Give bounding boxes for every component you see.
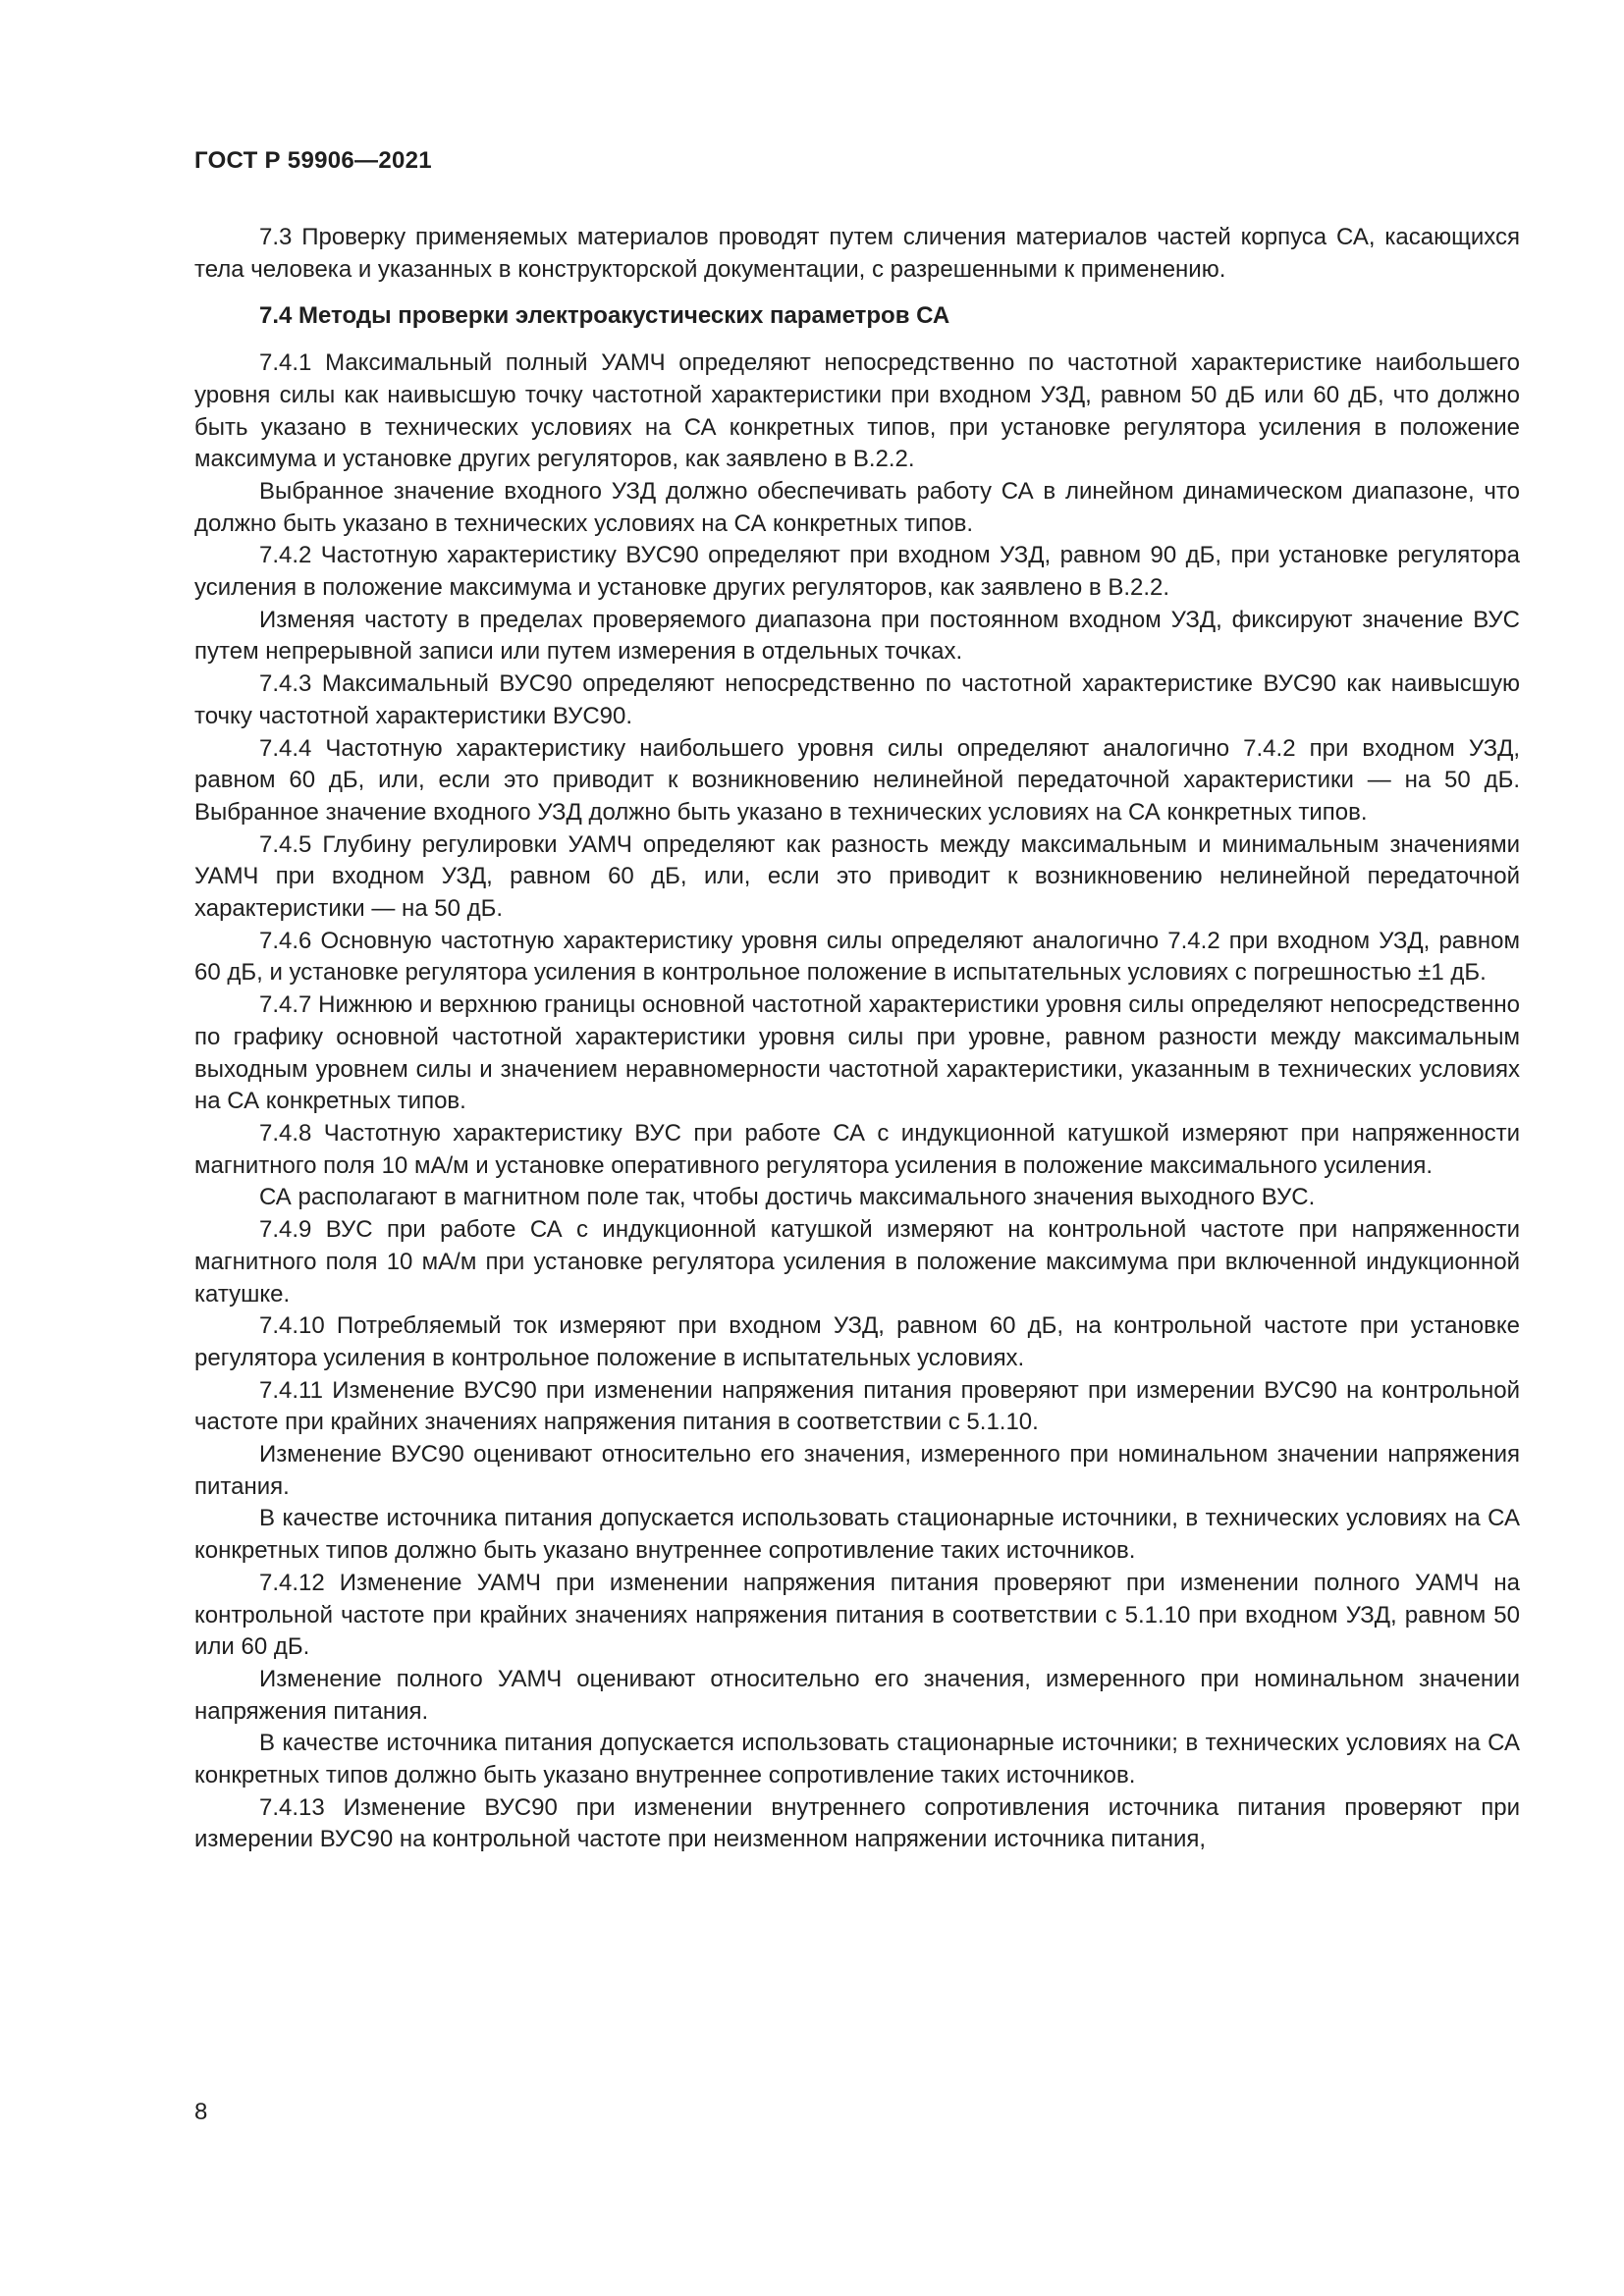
paragraph: 7.4.7 Нижнюю и верхнюю границы основной частотной характеристики уровня силы определяют непосредственно по графику основной частотной характеристики уровня силы при уровне, равном разности между максимальным выходным уровнем силы и значением неравномерности частотной характеристики, указанным в технических условиях на СА конкретных типов. <box>194 991 1520 1115</box>
paragraph: 7.4.2 Частотную характеристику ВУС90 определяют при входном УЗД, равном 90 дБ, при установке регулятора усиления в положение максимума и установке других регуляторов, как заявлено в В.2.2. <box>194 542 1520 602</box>
paragraph: СА располагают в магнитном поле так, чтобы достичь максимального значения выходного ВУС. <box>259 1184 1316 1211</box>
document-body <box>194 222 1520 1856</box>
paragraph: Изменение ВУС90 оценивают относительно его значения, измеренного при номинальном значении напряжения питания. <box>194 1441 1520 1500</box>
paragraph: 7.4.8 Частотную характеристику ВУС при работе СА с индукционной катушкой измеряют при напряженности магнитного поля 10 мА/м и установке оперативного регулятора усиления в положение максимального усиления. <box>194 1119 1520 1179</box>
paragraph: 7.4.13 Изменение ВУС90 при изменении внутреннего сопротивления источника питания проверяют при измерении ВУС90 на контрольной частоте при неизменном напряжении источника питания, <box>194 1793 1520 1853</box>
paragraph: 7.4.11 Изменение ВУС90 при изменении напряжения питания проверяют при измерении ВУС90 на контрольной частоте при крайних значениях напряжения питания в соответствии с 5.1.10. <box>194 1376 1520 1436</box>
paragraph: В качестве источника питания допускается использовать стационарные источники, в технических условиях на СА конкретных типов должно быть указано внутреннее сопротивление таких источников. <box>194 1505 1520 1565</box>
paragraph: 7.4.10 Потребляемый ток измеряют при входном УЗД, равном 60 дБ, на контрольной частоте при установке регулятора усиления в контрольное положение в испытательных условиях. <box>194 1312 1520 1371</box>
paragraph: Изменение полного УАМЧ оценивают относительно его значения, измеренного при номинальном значении напряжения питания. <box>194 1665 1520 1725</box>
paragraph-7-3: 7.3 Проверку применяемых материалов проводят путем сличения материалов частей корпуса СА, касающихся тела человека и указанных в конструкторской документации, с разрешенными к применению. <box>194 224 1520 283</box>
paragraph: 7.4.9 ВУС при работе СА с индукционной катушкой измеряют на контрольной частоте при напряженности магнитного поля 10 мА/м при установке регулятора усиления в положение максимума при включенной индукционной катушке. <box>194 1216 1520 1308</box>
paragraph: 7.4.4 Частотную характеристику наибольшего уровня силы определяют аналогично 7.4.2 при входном УЗД, равном 60 дБ, или, если это приводит к возникновению нелинейной передаточной характеристики — на 50 дБ. Выбранное значение входного УЗД должно быть указано в технических условиях на СА конкретных типов. <box>194 734 1520 826</box>
section-heading: 7.4 Методы проверки электроакустических параметров СА <box>259 302 950 330</box>
paragraph: 7.4.1 Максимальный полный УАМЧ определяют непосредственно по частотной характеристике наибольшего уровня силы как наивысшую точку частотной характеристики при входном УЗД, равном 50 дБ или 60 дБ, что должно быть указано в технических условиях на СА конкретных типов, при установке регулятора усиления в положение максимума и установке других регуляторов, как заявлено в В.2.2. <box>194 349 1520 473</box>
page-number: 8 <box>194 2099 208 2125</box>
paragraph: 7.4.3 Максимальный ВУС90 определяют непосредственно по частотной характеристике ВУС90 как наивысшую точку частотной характеристики ВУС90. <box>194 670 1520 729</box>
paragraph: В качестве источника питания допускается использовать стационарные источники; в технических условиях на СА конкретных типов должно быть указано внутреннее сопротивление таких источников. <box>194 1730 1520 1789</box>
paragraph-list <box>194 347 1520 1856</box>
paragraph: Выбранное значение входного УЗД должно обеспечивать работу СА в линейном динамическом диапазоне, что должно быть указано в технических условиях на СА конкретных типов. <box>194 477 1520 537</box>
paragraph: 7.4.6 Основную частотную характеристику уровня силы определяют аналогично 7.4.2 при входном УЗД, равном 60 дБ, и установке регулятора усиления в контрольное положение в испытательных условиях с погрешностью ±1 дБ. <box>194 927 1520 987</box>
paragraph: 7.4.5 Глубину регулировки УАМЧ определяют как разность между максимальным и минимальным значениями УАМЧ при входном УЗД, равном 60 дБ, или, если это приводит к возникновению нелинейной передаточной характеристики — на 50 дБ. <box>194 830 1520 923</box>
paragraph: Изменяя частоту в пределах проверяемого диапазона при постоянном входном УЗД, фиксируют значение ВУС путем непрерывной записи или путем измерения в отдельных точках. <box>194 606 1520 666</box>
document-code-header: ГОСТ Р 59906—2021 <box>194 147 432 174</box>
paragraph: 7.4.12 Изменение УАМЧ при изменении напряжения питания проверяют при изменении полного УАМЧ на контрольной частоте при крайних значениях напряжения питания в соответствии с 5.1.10 при входном УЗД, равном 50 или 60 дБ. <box>194 1569 1520 1661</box>
